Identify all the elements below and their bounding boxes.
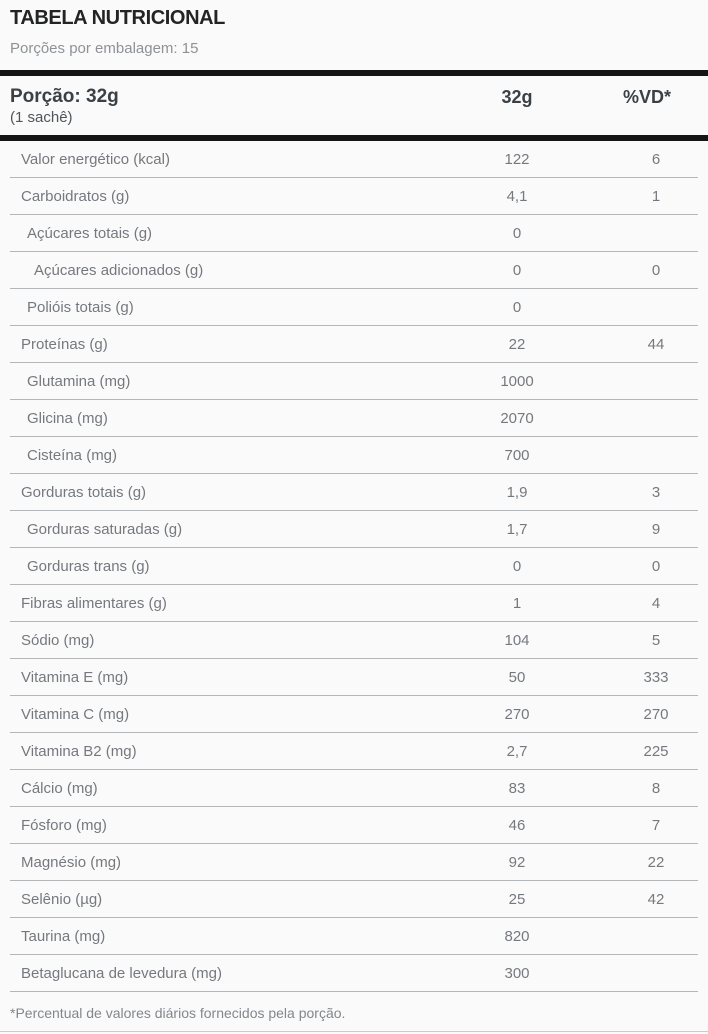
- nutrient-name: Fósforo (mg): [21, 817, 107, 834]
- nutrient-name: Vitamina E (mg): [21, 669, 129, 686]
- serving-size-block: [0, 86, 457, 127]
- nutrient-quantity: 83: [508, 780, 526, 797]
- nutrient-name: Cisteína (mg): [27, 447, 118, 464]
- nutrient-name: Carboidratos (g): [21, 188, 130, 205]
- nutrient-quantity: 122: [504, 151, 530, 168]
- table-row: [0, 178, 708, 215]
- nutrient-quantity: 0: [512, 558, 522, 575]
- table-row: [0, 770, 708, 807]
- table-row: [0, 881, 708, 918]
- nutrient-name: Gorduras saturadas (g): [27, 521, 183, 538]
- table-row: [0, 511, 708, 548]
- nutrient-daily-value: 3: [651, 484, 661, 501]
- nutrient-name: Magnésio (mg): [21, 854, 122, 871]
- nutrient-daily-value: 4: [651, 595, 661, 612]
- table-row: [0, 955, 708, 992]
- nutrient-quantity: 0: [512, 299, 522, 316]
- nutrient-daily-value: 333: [643, 669, 669, 686]
- serving-header-row: [0, 76, 708, 135]
- nutrient-daily-value: 7: [651, 817, 661, 834]
- servings-per-package: Porções por embalagem: 15: [10, 40, 199, 57]
- table-row: [0, 696, 708, 733]
- table-row: [0, 252, 708, 289]
- table-row: [0, 548, 708, 585]
- nutrient-quantity: 0: [512, 262, 522, 279]
- nutrient-quantity: 1: [512, 595, 522, 612]
- table-header: [0, 0, 708, 56]
- nutrient-quantity: 1,9: [506, 484, 528, 501]
- column-header-daily-value: %VD*: [622, 87, 671, 107]
- nutrient-quantity: 700: [504, 447, 530, 464]
- nutrient-name: Vitamina B2 (mg): [21, 743, 137, 760]
- nutrient-name: Proteínas (g): [21, 336, 108, 353]
- serving-unit-label: (1 sachê): [10, 109, 73, 126]
- nutrient-quantity: 46: [508, 817, 526, 834]
- table-row: [0, 844, 708, 881]
- table-row: [0, 585, 708, 622]
- table-row: [0, 437, 708, 474]
- table-row: [0, 363, 708, 400]
- nutrient-quantity: 92: [508, 854, 526, 871]
- nutrient-name: Vitamina C (mg): [21, 706, 130, 723]
- nutrient-daily-value: 9: [651, 521, 661, 538]
- nutrient-quantity: 2070: [500, 410, 534, 427]
- nutrient-quantity: 2,7: [506, 743, 528, 760]
- table-row: [0, 400, 708, 437]
- nutrient-daily-value: 5: [651, 632, 661, 649]
- table-row: [0, 807, 708, 844]
- nutrient-name: Cálcio (mg): [21, 780, 98, 797]
- table-row: [0, 215, 708, 252]
- daily-value-footnote: *Percentual de valores diários fornecidos pela porção.: [0, 992, 708, 1032]
- nutrient-daily-value: 0: [651, 558, 661, 575]
- table-row: [0, 474, 708, 511]
- nutrient-quantity: 0: [512, 225, 522, 242]
- nutrient-quantity: 1,7: [506, 521, 528, 538]
- page-title: TABELA NUTRICIONAL: [10, 7, 225, 29]
- nutrient-name: Gorduras totais (g): [21, 484, 147, 501]
- nutrient-daily-value: 42: [647, 891, 665, 908]
- nutrient-name: Selênio (µg): [21, 891, 103, 908]
- nutrient-daily-value: 44: [647, 336, 665, 353]
- nutrient-quantity: 1000: [500, 373, 534, 390]
- table-row: [0, 733, 708, 770]
- nutrient-daily-value: 22: [647, 854, 665, 871]
- table-row: [0, 918, 708, 955]
- nutrient-quantity: 50: [508, 669, 526, 686]
- nutrient-daily-value: 0: [651, 262, 661, 279]
- nutrient-quantity: 820: [504, 928, 530, 945]
- serving-size-label: Porção: 32g: [10, 86, 119, 107]
- nutrition-rows: [0, 141, 708, 992]
- nutrient-quantity: 270: [504, 706, 530, 723]
- column-header-quantity: 32g: [501, 87, 533, 107]
- nutrient-daily-value: 225: [643, 743, 669, 760]
- nutrient-name: Glutamina (mg): [27, 373, 131, 390]
- nutrient-daily-value: 270: [643, 706, 669, 723]
- nutrient-quantity: 300: [504, 965, 530, 982]
- nutrient-quantity: 25: [508, 891, 526, 908]
- nutrient-quantity: 22: [508, 336, 526, 353]
- table-row: [0, 326, 708, 363]
- nutrient-name: Polióis totais (g): [27, 299, 134, 316]
- table-row: [0, 659, 708, 696]
- nutrient-quantity: 4,1: [506, 188, 528, 205]
- nutrient-daily-value: 6: [651, 151, 661, 168]
- table-row: [0, 289, 708, 326]
- table-row: [0, 141, 708, 178]
- nutrient-name: Taurina (mg): [21, 928, 106, 945]
- nutrient-name: Sódio (mg): [21, 632, 95, 649]
- nutrient-quantity: 104: [504, 632, 530, 649]
- nutrient-name: Açúcares totais (g): [27, 225, 153, 242]
- nutrient-name: Gorduras trans (g): [27, 558, 150, 575]
- nutrient-daily-value: 1: [651, 188, 661, 205]
- table-row: [0, 622, 708, 659]
- nutrient-name: Valor energético (kcal): [21, 151, 170, 168]
- nutrient-name: Fibras alimentares (g): [21, 595, 167, 612]
- nutrient-daily-value: 8: [651, 780, 661, 797]
- nutrient-name: Glicina (mg): [27, 410, 108, 427]
- nutrient-name: Betaglucana de levedura (mg): [21, 965, 222, 982]
- nutrient-name: Açúcares adicionados (g): [34, 262, 204, 279]
